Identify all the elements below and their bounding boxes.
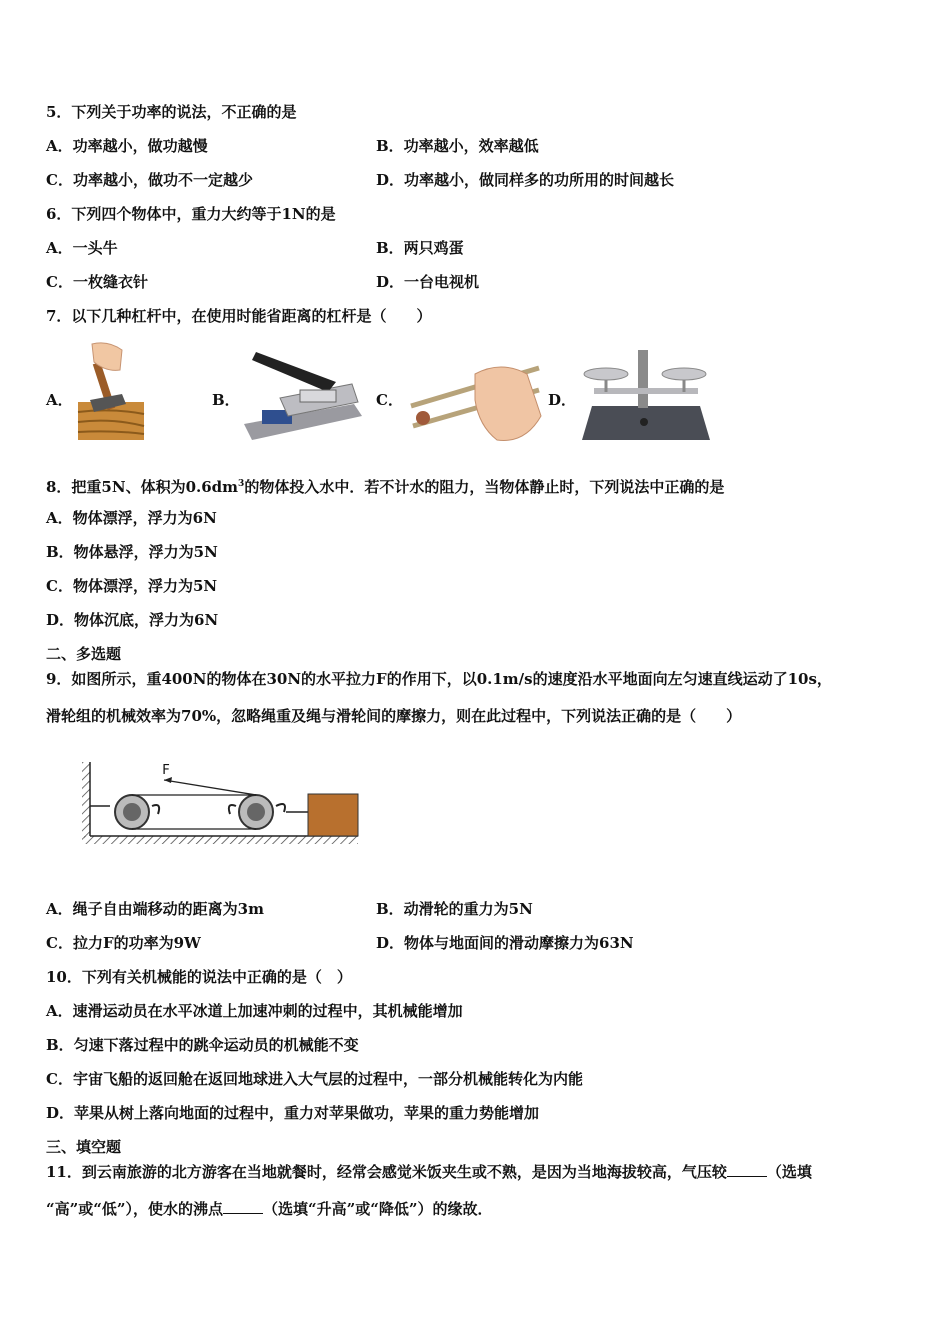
q7-option-c-label: C． [376, 391, 403, 409]
q9-stem-line2: 滑轮组的机械效率为70%，忽略绳重及绳与滑轮间的摩擦力，则在此过程中，下列说法正确的是（ ） [46, 707, 742, 725]
q7-option-b-label: B． [212, 391, 240, 409]
force-label: F [162, 763, 170, 778]
q8-stem [46, 474, 724, 497]
pulley-diagram [80, 756, 362, 848]
q6-option-b: B．两只鸡蛋 [376, 239, 464, 257]
q9-option-a: A．绳子自由端移动的距离为3m [46, 900, 264, 918]
q10-option-d: D．苹果从树上落向地面的过程中，重力对苹果做功，苹果的重力势能增加 [46, 1104, 540, 1122]
q11-line1-text: 11．到云南旅游的北方游客在当地就餐时，经常会感觉米饭夹生或不熟，是因为当地海拔较高，气压较 [46, 1163, 727, 1181]
q9-option-b: B．动滑轮的重力为5N [376, 900, 533, 918]
q11-blank-1[interactable] [727, 1162, 767, 1177]
q7-option-a-label: A． [46, 391, 73, 409]
q11-line1-end: （选填 [766, 1163, 812, 1181]
q6-stem: 6．下列四个物体中，重力大约等于1N的是 [46, 205, 336, 223]
q11-line2-text: “高”或“低”），使水的沸点 [46, 1200, 224, 1218]
hammer-image [72, 342, 148, 442]
q10-option-c: C．宇宙飞船的返回舱在返回地球进入大气层的过程中，一部分机械能转化为内能 [46, 1070, 583, 1088]
q11-line2-end: （选填“升高”或“降低”）的缘故． [263, 1200, 493, 1218]
q8-option-a: A．物体漂浮，浮力为6N [46, 509, 217, 527]
q5-option-b: B．功率越小，效率越低 [376, 137, 539, 155]
q5-option-a: A．功率越小，做功越慢 [46, 137, 208, 155]
q7-stem: 7．以下几种杠杆中，在使用时能省距离的杠杆是（ ） [46, 307, 432, 325]
q11-line1 [46, 1162, 812, 1182]
stapler-image [240, 346, 366, 444]
q5-option-c: C．功率越小，做功不一定越少 [46, 171, 253, 189]
q5-option-d: D．功率越小，做同样多的功所用的时间越长 [376, 171, 675, 189]
q8-stem-sup: 3 [238, 479, 245, 489]
q5-stem: 5．下列关于功率的说法，不正确的是 [46, 103, 297, 121]
q8-stem-post: 的物体投入水中．若不计水的阻力，当物体静止时，下列说法中正确的是 [244, 478, 725, 496]
q8-option-b: B．物体悬浮，浮力为5N [46, 543, 218, 561]
section-fill-in-heading: 三、填空题 [46, 1138, 122, 1156]
q11-blank-2[interactable] [223, 1199, 263, 1214]
q8-option-c: C．物体漂浮，浮力为5N [46, 577, 218, 595]
q6-option-a: A．一头牛 [46, 239, 118, 257]
q9-option-d: D．物体与地面间的滑动摩擦力为63N [376, 934, 634, 952]
q9-stem-line1: 9．如图所示，重400N的物体在30N的水平拉力F的作用下，以0.1m/s的速度沿水平地面向左匀速直线运动了10s， [46, 670, 832, 688]
q6-option-d: D．一台电视机 [376, 273, 480, 291]
balance-scale-image [578, 344, 714, 444]
q8-option-d: D．物体沉底，浮力为6N [46, 611, 219, 629]
q10-stem: 10．下列有关机械能的说法中正确的是（ ） [46, 968, 352, 986]
q7-option-d-label: D． [548, 391, 577, 409]
section-multiple-choice-heading: 二、多选题 [46, 645, 122, 663]
q6-option-c: C．一枚缝衣针 [46, 273, 148, 291]
q8-stem-pre: 8．把重5N、体积为0.6dm [46, 478, 239, 496]
chopsticks-image [405, 356, 543, 446]
q9-option-c: C．拉力F的功率为9W [46, 934, 201, 952]
q11-line2 [46, 1199, 493, 1219]
q10-option-a: A．速滑运动员在水平冰道上加速冲刺的过程中，其机械能增加 [46, 1002, 463, 1020]
q10-option-b: B．匀速下落过程中的跳伞运动员的机械能不变 [46, 1036, 359, 1054]
